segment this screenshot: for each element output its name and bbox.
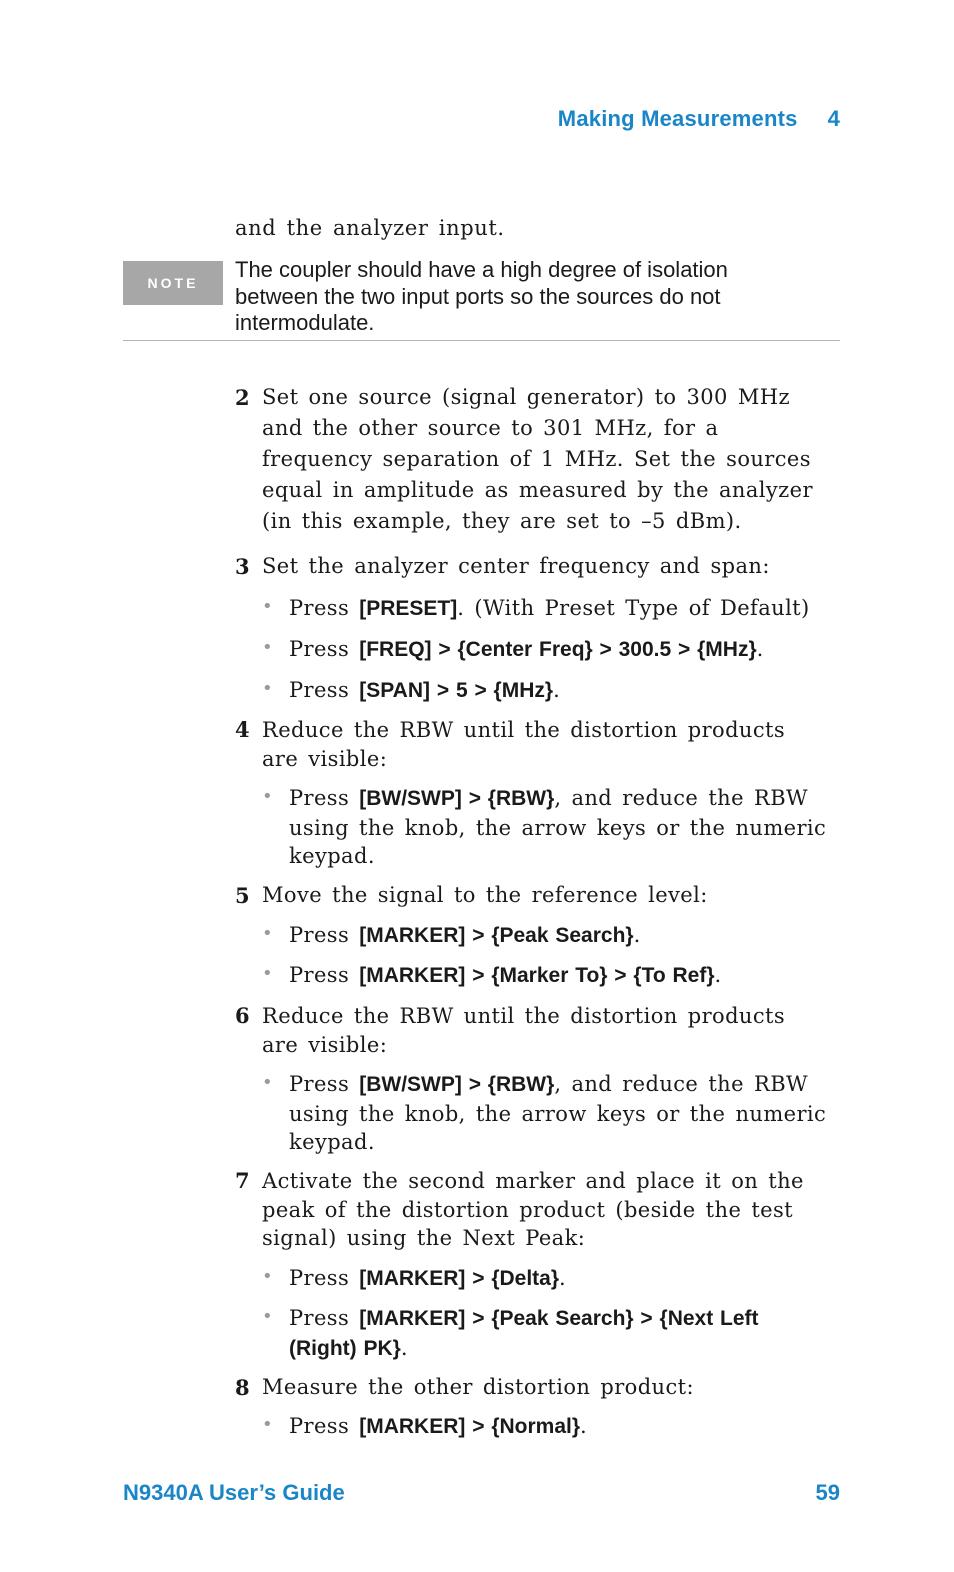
step-number: 2 <box>235 385 250 410</box>
bullet-text-line <box>289 1334 869 1364</box>
bullet-text: using the knob, the arrow keys or the numeric <box>289 815 827 840</box>
step-text-line: Set the analyzer center frequency and span: <box>262 554 770 578</box>
bullet-text-line <box>289 1070 869 1100</box>
bullet-dot-icon: • <box>262 1306 273 1327</box>
step-item <box>235 880 708 911</box>
bullet-text: Press <box>289 786 360 810</box>
bullet-text-line <box>289 635 869 665</box>
bullet-text-line <box>289 842 869 871</box>
bullet-text: Press <box>289 637 360 661</box>
step-number: 6 <box>235 1003 250 1028</box>
bullet-text: . <box>400 1335 408 1360</box>
bullet-text-line <box>289 814 869 843</box>
bullet-dot-icon: • <box>262 786 273 807</box>
bullet-item <box>262 961 869 991</box>
bullet-text-line <box>289 594 869 624</box>
key-sequence: [SPAN] > 5 > {MHz} <box>359 679 554 702</box>
bullet-item <box>262 1264 869 1294</box>
bullet-text: Press <box>289 678 360 702</box>
step-text-line: equal in amplitude as measured by the analyzer <box>262 478 813 502</box>
step-text-line: Set one source (signal generator) to 300 MHz <box>262 385 790 409</box>
bullet-text: . <box>559 1266 567 1290</box>
key-sequence: (Right) PK} <box>289 1336 401 1360</box>
bullet-text-line <box>289 1412 869 1442</box>
bullet-text: Press <box>289 923 360 947</box>
bullet-text: Press <box>289 1266 360 1290</box>
step-item <box>235 1167 804 1253</box>
bullet-item <box>262 676 869 706</box>
bullet-text: , and reduce the RBW <box>554 786 809 810</box>
step-text-line: (in this example, they are set to –5 dBm). <box>262 509 742 533</box>
bullet-text-line <box>289 1304 869 1334</box>
key-sequence: [MARKER] > {Normal} <box>359 1415 581 1438</box>
step-item <box>235 551 770 582</box>
bullet-text-line <box>289 921 869 951</box>
step-text-line: are visible: <box>262 746 388 771</box>
key-sequence: [MARKER] > {Peak Search} > {Next Left <box>359 1307 759 1330</box>
step-item <box>235 382 813 537</box>
step-text-line: are visible: <box>262 1032 388 1057</box>
key-sequence: [PRESET] <box>359 597 458 620</box>
bullet-item <box>262 784 869 871</box>
intro-text: and the analyzer input. <box>235 216 505 240</box>
bullet-text: keypad. <box>289 1130 375 1154</box>
bullet-item <box>262 921 869 951</box>
bullet-item <box>262 635 869 665</box>
bullet-item <box>262 1304 869 1363</box>
bullet-dot-icon: • <box>262 923 273 944</box>
step-item <box>235 1002 785 1059</box>
bullet-text: . <box>553 678 561 702</box>
note-text <box>235 257 805 337</box>
key-sequence: [MARKER] > {Delta} <box>359 1267 560 1290</box>
bullet-text-line <box>289 961 869 991</box>
bullet-text-line <box>289 1128 869 1157</box>
step-text-line: frequency separation of 1 MHz. Set the sources <box>262 447 811 471</box>
key-sequence: [FREQ] > {Center Freq} > 300.5 > {MHz} <box>359 638 757 661</box>
step-text-line: peak of the distortion product (beside the test <box>262 1197 794 1222</box>
step-text-line: and the other source to 301 MHz, for a <box>262 416 719 440</box>
bullet-text: keypad. <box>289 844 375 868</box>
bullet-text: Press <box>289 1414 360 1438</box>
bullet-text: Press <box>289 1072 360 1096</box>
step-text-line: Measure the other distortion product: <box>262 1375 694 1399</box>
key-sequence: [BW/SWP] > {RBW} <box>359 787 555 810</box>
note-line: intermodulate. <box>235 310 375 335</box>
bullet-text-line <box>289 676 869 706</box>
bullet-item <box>262 594 869 624</box>
bullet-dot-icon: • <box>262 1072 273 1093</box>
bullet-text: Press <box>289 596 360 620</box>
step-text-line: Reduce the RBW until the distortion products <box>262 1004 786 1028</box>
bullet-dot-icon: • <box>262 637 273 658</box>
note-divider <box>123 340 840 341</box>
bullet-text-line <box>289 1100 869 1129</box>
bullet-dot-icon: • <box>262 1266 273 1287</box>
bullet-text: using the knob, the arrow keys or the numeric <box>289 1101 827 1126</box>
step-number: 4 <box>235 717 250 742</box>
bullet-text-line <box>289 1264 869 1294</box>
bullet-dot-icon: • <box>262 963 273 984</box>
bullet-text: . <box>580 1414 588 1438</box>
key-sequence: [MARKER] > {Peak Search} <box>359 924 634 947</box>
step-item <box>235 1372 694 1403</box>
step-number: 7 <box>235 1168 250 1193</box>
note-line: between the two input ports so the sources do not <box>235 283 721 309</box>
step-text-line: Reduce the RBW until the distortion products <box>262 718 786 742</box>
running-header <box>558 106 840 132</box>
footer-title: N9340A User’s Guide <box>123 1480 345 1505</box>
step-number: 3 <box>235 554 250 579</box>
note-line: The coupler should have a high degree of isolation <box>235 257 728 282</box>
step-text-line: Move the signal to the reference level: <box>262 883 708 907</box>
page-number: 59 <box>815 1480 840 1505</box>
step-text-line: signal) using the Next Peak: <box>262 1226 586 1250</box>
step-number: 5 <box>235 883 250 908</box>
bullet-text: . <box>714 963 722 987</box>
bullet-text-line <box>289 784 869 814</box>
bullet-text: Press <box>289 1306 360 1330</box>
bullet-item <box>262 1412 869 1442</box>
key-sequence: [BW/SWP] > {RBW} <box>359 1073 555 1096</box>
step-number: 8 <box>235 1375 250 1400</box>
bullet-text: . <box>756 637 764 661</box>
bullet-text: , and reduce the RBW <box>554 1072 809 1096</box>
bullet-dot-icon: • <box>262 678 273 699</box>
bullet-text: . <box>633 923 641 947</box>
step-text-line: Activate the second marker and place it on the <box>262 1169 804 1193</box>
header-title: Making Measurements <box>557 106 798 131</box>
bullet-dot-icon: • <box>262 1414 273 1435</box>
chapter-number: 4 <box>827 106 840 131</box>
step-item <box>235 716 785 773</box>
bullet-item <box>262 1070 869 1157</box>
bullet-text: . (With Preset Type of Default) <box>457 596 810 620</box>
bullet-text: Press <box>289 963 360 987</box>
note-label: NOTE <box>123 261 223 305</box>
bullet-dot-icon: • <box>262 596 273 617</box>
key-sequence: [MARKER] > {Marker To} > {To Ref} <box>359 964 715 987</box>
